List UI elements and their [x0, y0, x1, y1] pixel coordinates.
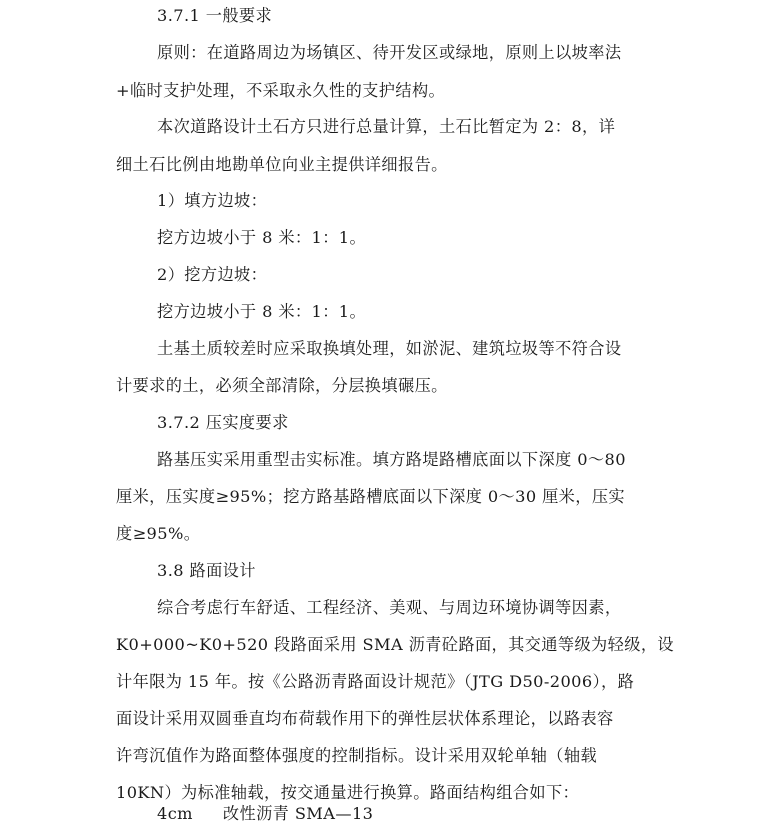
- fill-slope-text: 挖方边坡小于 8 米：1：1。: [157, 228, 367, 247]
- pavement-line-1: 综合考虑行车舒适、工程经济、美观、与周边环境协调等因素，: [157, 598, 622, 617]
- cut-slope-title: 2）挖方边坡：: [157, 265, 268, 284]
- pavement-line-5: 许弯沉值作为路面整体强度的控制指标。设计采用双轮单轴（轴载: [116, 746, 598, 765]
- section-3-8-heading: 3.8 路面设计: [157, 561, 256, 580]
- principle-line-1: 原则：在道路周边为场镇区、待开发区或绿地，原则上以坡率法: [157, 43, 622, 62]
- principle-line-2: +临时支护处理，不采取永久性的支护结构。: [116, 81, 446, 100]
- compaction-line-3: 度≥95%。: [116, 524, 201, 543]
- compaction-line-2: 厘米，压实度≥95%；挖方路基路槽底面以下深度 0～30 厘米，压实: [116, 487, 626, 506]
- soil-line-2: 计要求的土，必须全部清除，分层换填碾压。: [116, 376, 448, 395]
- fill-slope-title: 1）填方边坡：: [157, 191, 268, 210]
- section-3-7-2-heading: 3.7.2 压实度要求: [157, 413, 289, 432]
- layer-thickness: 4cm: [157, 804, 193, 823]
- compaction-line-1: 路基压实采用重型击实标准。填方路堤路槽底面以下深度 0～80: [157, 450, 626, 469]
- earthwork-line-2: 细土石比例由地勘单位向业主提供详细报告。: [116, 155, 448, 174]
- section-3-7-1-heading: 3.7.1 一般要求: [157, 6, 273, 25]
- pavement-line-4: 面设计采用双圆垂直均布荷载作用下的弹性层状体系理论，以路表容: [116, 709, 614, 728]
- soil-line-1: 土基土质较差时应采取换填处理，如淤泥、建筑垃圾等不符合设: [157, 339, 622, 358]
- cut-slope-text: 挖方边坡小于 8 米：1：1。: [157, 302, 367, 321]
- pavement-line-6: 10KN）为标准轴载，按交通量进行换算。路面结构组合如下：: [116, 783, 580, 802]
- earthwork-line-1: 本次道路设计土石方只进行总量计算，土石比暂定为 2：8，详: [157, 117, 616, 136]
- pavement-line-2: K0+000~K0+520 段路面采用 SMA 沥青砼路面，其交通等级为轻级，设: [116, 635, 674, 654]
- layer-material: 改性沥青 SMA—13: [222, 804, 374, 823]
- pavement-line-3: 计年限为 15 年。按《公路沥青路面设计规范》（JTG D50-2006），路: [116, 672, 635, 691]
